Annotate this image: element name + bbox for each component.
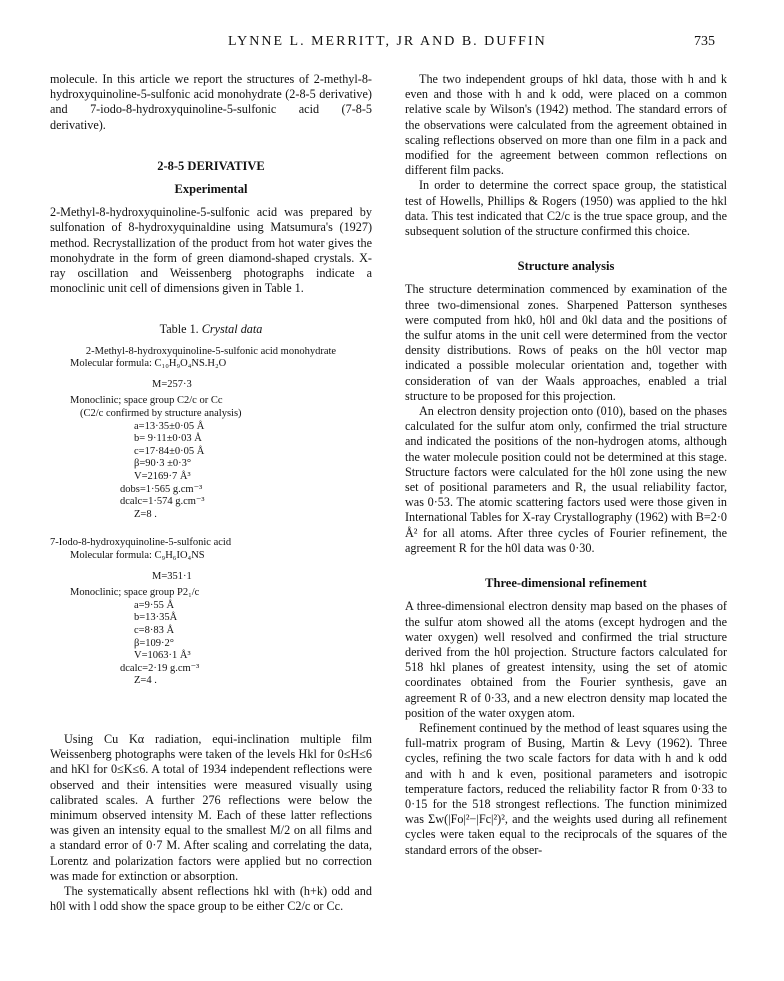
compound2-dcalc: dcalc=2·19 g.cm⁻³ — [120, 662, 200, 674]
3d-refinement-paragraph: A three-dimensional electron density map based on the phases of the sulfur atom showed all the atoms (except hydrogen and the water oxygen) well resolved and confirmed the trial structure derived from the h0l projection. Structure factors calculated for 518 hkl planes of greatest intensity, using the set of atomic coordinates obtained from the Fourier synthesis, gave an agreement R of 0·33, and a new electron density map located the position of the water oxygen atom. — [405, 599, 727, 720]
least-squares-paragraph: Refinement continued by the method of least squares using the full-matrix program of Busing, Martin & Levy (1962). Three cycles, refining the two scale factors for data with h and k odd and with h and k even, positional parameters and isotropic temperature factors, reduced the reliability factor R from 0·33 to 0·15 for the 518 strongest reflections. The function minimized was Σw(|Fo|²−|Fc|²)², and the weights used during all refinement cycles were taken equal to the reciprocals of the squares of the standard errors of the obser- — [405, 720, 727, 857]
compound2-beta: β=109·2° — [134, 637, 174, 649]
data-groups-paragraph: The two independent groups of hkl data, those with h and k even and those with h and k odd, were placed on a common relative scale by Wilson's (1942) method. The standard errors of the observations were calculated from the agreement obtained in scaling reflections observed on more than one film in a pack and modified for the agreement between common reflections on different film packs. — [405, 72, 727, 178]
compound1-formula: Molecular formula: C₁₀H₉O₄NS.H₂O — [70, 358, 227, 370]
subheading-experimental: Experimental — [174, 182, 248, 197]
space-group-paragraph: In order to determine the correct space group, the statistical test of Howells, Phillips & Rogers (1950) was applied to the hkl data. This test indicated that C2/c is the true space group, and the subsequent solution of the structure confirmed this choice. — [405, 178, 727, 239]
compound1-z: Z=8 . — [134, 508, 157, 520]
compound2-c: c=8·83 Å — [134, 624, 175, 636]
projection-paragraph: An electron density projection onto (010), based on the phases calculated for the sulfur atom only, confirmed the trial structure and indicated the positions of the non-hydrogen atoms, although the water molecule position could not be determined at this stage. Structure factors were calculated for the h0l zone using the new set of positional parameters and R, the usual reliability factor, was 0·53. The atomic scattering factors used were those given in International Tables for X-ray Crystallography (1962) with B=2·0 Å² for all atoms. After three cycles of Fourier refinement, the agreement R for the h0l data was 0·30. — [405, 404, 727, 555]
radiation-paragraph: Using Cu Kα radiation, equi-inclination multiple film Weissenberg photographs were taken of the levels Hkl for 0≤H≤6 and hKl for 0≤K≤6. A total of 1934 independent reflections were observed and their intensities were measured visually using calibrated scales. A further 276 reflections were below the minimum observed intensity M. Each of these latter reflections was given an intensity equal to the smallest M/2 on all films and a standard error of 0·7 M. After scaling and correlating the data, Lorentz and polarization factors were applied but no correction was made for extinction or absorption. — [50, 731, 372, 883]
compound1-a: a=13·35±0·05 Å — [134, 420, 205, 432]
structure-analysis-paragraph: The structure determination commenced by examination of the three two-dimensional zones. Sharpened Patterson syntheses were computed from hk0, h0l and 0kl data and the positions of the sulfur atoms in the unit cell were determined from the vector density distributions. Rows of peaks on the h0l vector map indicated a possible molecular orientation and, together with consideration of van der Waals approaches, enabled a trial structure to be proposed for this projection. — [405, 282, 727, 403]
compound1-confirmed: (C2/c confirmed by structure analysis) — [80, 408, 242, 420]
intro-paragraph: molecule. In this article we report the structures of 2-methyl-8-hydroxyquinoline-5-sulfonic acid monohydrate (2-8-5 derivative) and 7-iodo-8-hydroxyquinoline-5-sulfonic acid (7-8-5 derivative). — [50, 72, 372, 132]
absences-paragraph: The systematically absent reflections hkl with (h+k) odd and h0l with l odd show the space group to be either C2/c or Cc. — [50, 883, 372, 914]
table-caption-title: Crystal data — [201, 322, 263, 337]
compound1-dcalc: dcalc=1·574 g.cm⁻³ — [120, 496, 205, 508]
compound2-mass: M=351·1 — [152, 570, 192, 582]
compound2-z: Z=4 . — [134, 675, 157, 687]
compound2-name: 7-Iodo-8-hydroxyquinoline-5-sulfonic acid — [50, 537, 232, 549]
heading-3d-refinement: Three-dimensional refinement — [485, 576, 647, 591]
compound1-beta: β=90·3 ±0·3° — [134, 458, 192, 470]
compound2-volume: V=1063·1 Å³ — [134, 650, 191, 662]
heading-structure-analysis: Structure analysis — [517, 259, 615, 274]
crystal-data-table — [50, 346, 372, 688]
compound2-formula: Molecular formula: C₉H₆IO₄NS — [70, 549, 205, 561]
compound1-mass: M=257·3 — [152, 378, 192, 390]
compound1-volume: V=2169·7 Å³ — [134, 470, 191, 482]
compound2-spacegroup: Monoclinic; space group P2₁/c — [70, 587, 200, 599]
table-caption — [50, 322, 372, 337]
right-column — [405, 72, 727, 858]
running-head — [0, 34, 784, 54]
section-heading-285: 2-8-5 DERIVATIVE — [157, 158, 265, 173]
compound1-c: c=17·84±0·05 Å — [134, 445, 205, 457]
compound1-b: b= 9·11±0·03 Å — [134, 433, 202, 445]
left-column — [50, 72, 372, 914]
compound2-b: b=13·35Å — [134, 612, 178, 624]
compound1-dobs: dobs=1·565 g.cm⁻³ — [120, 483, 203, 495]
page-number: 735 — [694, 34, 715, 49]
compound1-name: 2-Methyl-8-hydroxyquinoline-5-sulfonic acid monohydrate — [85, 345, 337, 357]
compound1-spacegroup: Monoclinic; space group C2/c or Cc — [70, 395, 223, 407]
compound2-a: a=9·55 Å — [134, 599, 175, 611]
experimental-paragraph: 2-Methyl-8-hydroxyquinoline-5-sulfonic acid was prepared by sulfonation of 8-hydroxyquinaldine using Matsumura's (1927) method. Recrystallization of the product from hot water gives the monohydrate in the form of green diamond-shaped crystals. X-ray oscillation and Weissenberg photographs indicate a monoclinic unit cell of dimensions given in Table 1. — [50, 205, 372, 296]
table-caption-label: Table 1. — [159, 322, 202, 337]
author-header: LYNNE L. MERRITT, JR AND B. DUFFIN — [228, 34, 547, 49]
